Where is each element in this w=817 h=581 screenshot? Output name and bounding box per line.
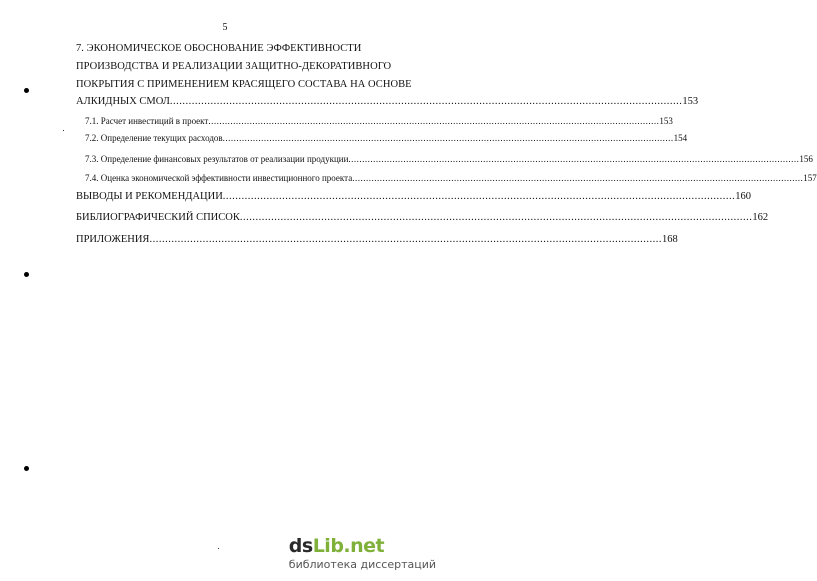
toc-entry-7-3[interactable] [85, 153, 813, 165]
toc-entry-page: 154 [673, 133, 688, 143]
dot-leader: .................................................................................................................................................................... [348, 154, 800, 164]
dot-leader: .................................................................................................................................................................... [239, 212, 753, 223]
scan-speck [218, 548, 219, 549]
toc-entry-title: 7.1. Расчет инвестиций в проект [85, 116, 209, 126]
toc-entry-page: 153 [682, 96, 699, 107]
toc-entry-page: 156 [799, 154, 813, 164]
toc-entry-title: ПРИЛОЖЕНИЯ [76, 234, 150, 245]
toc-entry-7-1[interactable] [85, 115, 673, 127]
toc-entry-title: БИБЛИОГРАФИЧЕСКИЙ СПИСОК [76, 212, 240, 223]
toc-entry-page: 168 [661, 234, 678, 245]
toc-entry-chapter-7[interactable] [76, 96, 699, 108]
toc-entry-bibliography[interactable] [76, 212, 769, 224]
watermark-brand-prefix: ds [288, 535, 313, 557]
chapter-heading-line: 7. ЭКОНОМИЧЕСКОЕ ОБОСНОВАНИЕ ЭФФЕКТИВНОСТИ [76, 43, 362, 54]
toc-entry-title: АЛКИДНЫХ СМОЛ [76, 96, 170, 107]
page-number: 5 [222, 22, 228, 33]
toc-entry-page: 160 [735, 191, 752, 202]
dot-leader: .................................................................................................................................................................... [208, 116, 660, 126]
toc-entry-title: 7.3. Определение финансовых результатов от реализации продукции [85, 154, 349, 164]
toc-entry-appendices[interactable] [76, 234, 678, 246]
watermark-brand-suffix: Lib.net [312, 535, 385, 557]
punch-hole-mark [24, 272, 29, 277]
dot-leader: .................................................................................................................................................................... [149, 234, 662, 245]
toc-entry-title: 7.2. Определение текущих расходов [85, 133, 223, 143]
toc-entry-conclusions[interactable] [76, 191, 752, 203]
toc-entry-title: 7.4. Оценка экономической эффективности инвестиционного проекта [85, 173, 353, 183]
dot-leader: .................................................................................................................................................................... [222, 191, 736, 202]
dot-leader: .................................................................................................................................................................... [222, 133, 674, 143]
watermark-tagline: библиотека диссертаций [288, 558, 436, 571]
chapter-heading-line: ПОКРЫТИЯ С ПРИМЕНЕНИЕМ КРАСЯЩЕГО СОСТАВА НА ОСНОВЕ [76, 79, 412, 90]
toc-entry-7-2[interactable] [85, 132, 688, 144]
watermark-logo [289, 535, 436, 571]
dot-leader: .................................................................................................................................................................... [352, 173, 804, 183]
toc-entry-page: 157 [803, 173, 817, 183]
punch-hole-mark [24, 466, 29, 471]
toc-entry-page: 162 [752, 212, 769, 223]
punch-hole-mark [24, 88, 29, 93]
chapter-heading-line: ПРОИЗВОДСТВА И РЕАЛИЗАЦИИ ЗАЩИТНО-ДЕКОРАТИВНОГО [76, 61, 392, 72]
watermark-brand [289, 535, 436, 557]
scan-speck [63, 130, 64, 131]
dot-leader: .................................................................................................................................................................... [169, 96, 683, 107]
toc-entry-7-4[interactable] [85, 172, 817, 184]
toc-entry-title: ВЫВОДЫ И РЕКОМЕНДАЦИИ [76, 191, 223, 202]
toc-entry-page: 153 [659, 116, 673, 126]
